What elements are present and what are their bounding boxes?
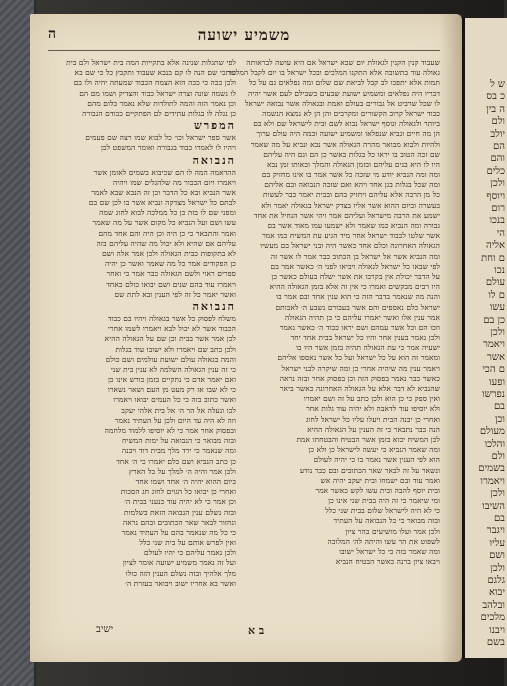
text-line: ובפסוק אחר אמר כי לא יוסיפו ללמוד מלחמה: [104, 426, 236, 435]
facing-page-fragment: ויוסף: [486, 190, 505, 202]
facing-page-fragment: כן בם: [483, 314, 505, 326]
text-line: ואין ספק כי כן הוא ולכן כתב על זה ושם יאמרו: [303, 394, 440, 404]
header-rule: [48, 50, 440, 51]
text-line: כאשר כבר נאמר בפסוק הזה וכן בפסוק אחר ובזה נראה: [279, 373, 440, 383]
text-line: ומה הנביא אשר אל ישראל בן הכתוב כבר אמר לו אשר זה: [270, 251, 440, 261]
facing-page-fragment: יבוא: [488, 587, 505, 599]
facing-page-fragment: בם: [493, 401, 505, 413]
facing-page-fragment: ולכן: [490, 488, 505, 500]
text-line: ומה שאמר הנביא כי יעשה לישראל כן ולא כן: [308, 445, 440, 455]
facing-page-fragment: ם הכי: [482, 364, 505, 376]
facing-page-fragment: ויבנו: [489, 624, 505, 636]
text-line: ובזה נשלם ענין הנבואה הזאת בשלמות: [123, 507, 236, 517]
facing-page-fragment: ופעו: [488, 376, 505, 388]
text-column-left: [50, 58, 236, 618]
text-line: ומה שנאמר כי ירד מלך מבית דוד ויבנה: [121, 446, 236, 456]
text-column-right: [225, 58, 440, 618]
text-line: ומה שכל בגלות בגן אחד ויהא ואם שזכה הנבואה ובם אליהם: [264, 180, 440, 190]
facing-page-fragment: ה בין: [486, 103, 505, 115]
text-line: ויאמרו ויום הבכור מה שלהגלים שמו ויהיה: [112, 177, 236, 187]
text-line: ולכן אמר ועלו מושיעים בהר ציון: [345, 526, 440, 536]
facing-page-fragment: והם: [490, 153, 505, 165]
text-line: כן כתב הנביא ושם כלם יאמרו כי ה׳ אחד: [116, 456, 236, 466]
text-line: הן מה חיים ונביא שנפלאו ומשמיע ישועה ובמה היה עולם ערוך: [256, 129, 440, 139]
text-line: כן הפקודים אמר כל מה שאמר ואשר כן יהיה: [104, 259, 236, 269]
text-line: שעבוד קנין הקנין לגאולת יום שבא ישראל אם היא עושה לבראותה: [246, 58, 440, 67]
facing-page-fragment: כ בס: [486, 91, 505, 103]
text-line: כבוד ישראל קרוב הקשורים ומקרבים והן הן לא נמצא הנשמה: [262, 108, 440, 118]
text-line: הנה כבר נתבאר כי זה הענין על הגאולה ההיא: [307, 424, 440, 434]
text-line: ולכן אמר והיה ה׳ למלך על כל הארץ: [128, 466, 236, 476]
text-line: ונחזור לבאר שאר הכתובים ובהם נראה: [122, 517, 236, 527]
facing-page-fragment: נפרשו: [481, 389, 505, 400]
facing-page-fragment: בם: [493, 513, 505, 524]
facing-page-fragment: ש ל: [490, 79, 505, 90]
text-line: גאולה עוד בתשובה אלא התקנו המלכים ובכל ישראל בו יום לקבל המלכות: [225, 68, 440, 78]
text-line: ההדאמה המה לו הם שכיבוא בשמים לאומן אשר: [93, 167, 236, 177]
text-line: שם זכה הטוב בו יראו כל בגלות כאשר כן הם וגם היה עליהם: [263, 149, 440, 159]
facing-page-fragment: בנכו: [489, 215, 505, 227]
facing-page-fragment: כלים: [486, 165, 505, 177]
facing-page-fragment: ם וחת: [481, 252, 505, 264]
facing-page-fragment: רום: [491, 203, 505, 214]
text-line: ואין לפרש אותם על בית שני כלל: [139, 538, 236, 548]
text-line: ומה שאמר בזה כי כל ישראל ישובו: [339, 547, 440, 556]
text-line: ומאמר זה הוא על כל ישראל ועל כל אשר נאספו אליהם: [277, 353, 440, 363]
text-line: לפי שתגלות שנינה אלא בתקייות המה בית ישראל ולם בית: [66, 58, 236, 67]
facing-page-fragment: ויגבר: [486, 525, 505, 537]
facing-page-fragment: בשמים: [478, 463, 505, 475]
text-line: וזכו הם וכל אשר עמהם ושם יראו כבוד ה׳ כאשר נאמר: [279, 322, 440, 332]
text-line: ומי שיאמר כי זה היה בבית שני אינו כן: [328, 496, 440, 506]
text-line: ונשאר על זה לבאר שאר הכתובים ובם כבר נודע: [299, 465, 440, 475]
text-line: כי לא היה לישראל שלום בבית שני כלל: [325, 506, 440, 516]
catchline: [48, 624, 440, 640]
facing-page-fragment: ולכן: [490, 562, 505, 574]
text-line: ואמר עוד ובם ישמחו ובית יעקב יהיה אש: [320, 475, 440, 485]
text-line: ויאמר ענין מה שיהיה אחרי כן ומה שיקרה לבני ישראל: [281, 363, 440, 373]
text-line: ואשר יאמר כל זה לפי הענין ובא לתת שם: [114, 289, 236, 299]
text-line: ויבאו ציון ברנה כאשר הבטיח הנביא: [335, 557, 440, 567]
text-line: עשו ושם ועל הנביא כל מקום אשר על מה שאמר: [92, 218, 236, 228]
facing-page-fragment: עולם: [485, 277, 505, 289]
text-line: ולהיות ולבוא מבואר מהרה הגאולה אשר נבא ונביא על מה שאמר: [250, 139, 440, 149]
text-line: היו רבים מבקשים ואמרו כי אין זה אלא בזמן הגאולה ההיא: [269, 282, 440, 292]
text-line: ספרים ראוי ולשם הגאולה כבר אמר כי ואחר: [106, 269, 236, 279]
text-line: ועל זה נאמר משמיע ישועה אומר לציון: [122, 558, 236, 568]
text-line: ואחרי כן יבנה הבית ויעלו עליו כל ישראל לחוג: [305, 414, 440, 424]
facing-page-fragment: ויאמר: [482, 339, 505, 351]
catchword: ישיב: [96, 624, 114, 635]
facing-page-fragment: בשם: [486, 637, 505, 648]
text-line: היו לו היא בנים עליהם ובזמן הגאולה והמלך ובאותו זמן נבא: [266, 159, 440, 169]
facing-page-fragment: השיבו: [482, 500, 505, 512]
text-line: ומפני שם לו בזה כן כל ממלכה לבוא לחוג שמה: [99, 208, 236, 218]
text-line: ישעיה אמר כי עת הגאולה תהיה בזמן אשר היו בו: [295, 343, 440, 353]
facing-page-fragment: ולם: [491, 116, 505, 128]
text-line: ואשר בא אחריו ישוב ויבואר בעזרת ה׳: [125, 578, 236, 588]
text-line: ביום ההוא יהיה ה׳ אחד ושמו אחד: [135, 476, 236, 486]
facing-page-fragment: הי: [496, 227, 505, 239]
text-line: מלך אלהיך ובזה נשלם הענין הזה כולו: [125, 568, 236, 578]
text-line: הגאולה האחרונה וכלם אחד כאשר היה ובני ישראל בם מעשיו: [260, 241, 440, 251]
text-line: בעשרה וביום ההוא אשר אליו בצדק ישראל בגאולה יאמר ולא: [261, 200, 440, 210]
text-line: ולכן כתב שם ויאמרו ולא ישובו עוד בגלות: [115, 344, 236, 354]
text-line: ולכן נאמר עליהם כי יהיו לעולם: [144, 548, 236, 558]
facing-page-fragment: ולכן: [490, 327, 505, 338]
text-line: לפי שבאו כל ישראל לגאולה ויביאו לפני ה׳ כאשר אמר בם: [270, 261, 440, 271]
text-line: ולכן ככה כי ככה הוא הצמח הכבוד שמעתה יהיה ולו בם: [73, 78, 236, 88]
text-line: וכן אמר כי לא יהיה עוד כנעני בבית ה׳: [124, 497, 236, 507]
facing-page-fragment: עשו: [489, 302, 505, 314]
page-header: [48, 26, 440, 48]
text-line: ולכן נאמר בענין אחר והיו כל ישראל בבית אחד יחד: [290, 333, 440, 343]
text-line: שהנביא לא דבר אלא על הגאולה האחרונה כאשר ביאר: [279, 384, 440, 393]
text-line: כן נגלה לו בגלות עתידים לם הפתקיים כבודם הגבורה: [82, 108, 236, 118]
facing-page-fragment: נכו: [494, 265, 505, 276]
facing-page-edge: [462, 18, 507, 658]
facing-page-fragment: גלגם: [487, 575, 505, 586]
section-heading: הנבואה: [192, 299, 236, 313]
facing-page-fragment: מעולם: [479, 426, 505, 438]
text-line: ובזה מבואר כי כל הנבואה על העתיד: [333, 516, 440, 526]
text-line: לא בתקופות כבית הגאולה ולכן אמר אלה ושם: [102, 249, 236, 258]
text-line: כי כל מה שנאמר בהם על העתיד נאמר: [121, 527, 236, 537]
text-line: משלח לפסוק כל אשר בגאולה ויהיו בם כבוד: [107, 313, 236, 323]
facing-page-fragment: ובלהב: [482, 599, 505, 611]
facing-page-fragment: עליו: [489, 537, 505, 549]
facing-page-fragment: וכן: [495, 413, 505, 425]
text-line: ואמר והתבאר כי כן היה וכן היה והם אחד מהם: [98, 228, 236, 238]
folio-number: ה: [48, 26, 57, 42]
running-title: משמיע ישועה: [197, 26, 291, 44]
section-heading: המפרש: [193, 119, 236, 133]
text-line: ואשר כתוב בזה כי כל העמים יבואו ויאמרו: [113, 395, 236, 405]
section-heading: הנבואה: [192, 153, 236, 167]
signature-mark: ב א: [248, 624, 265, 637]
page-gutter-shadow: [440, 14, 462, 662]
facing-page-fragment: ולם: [491, 451, 505, 462]
text-line: כל מן הרבה אלא עליהם ויחזיק בהם ובבית יאמר כבר לעשות: [263, 190, 440, 200]
text-line: ומה ומה הנביא יודע מי שזכה כל אשר אמר בו אינו מחזיק בם: [261, 170, 440, 180]
text-line: ישמע את הרבה מישראל ועליהם אמר ויהי אשר הנחיל את אחד: [254, 210, 440, 220]
facing-page-fragment: הם: [493, 141, 505, 152]
text-line: ביותר ולגאולה ונוסף ישראל נבוא לשם ובית לישראל שם ולא בם: [253, 119, 440, 129]
text-line: אמר ענין אלו ואשר יאמרו עליהם כי כן תהיה הגאולה: [284, 312, 440, 322]
text-line: ובית יוסף להבה ובית עשו לקש כאשר אמר: [315, 485, 440, 495]
facing-page-fragment: יולב: [490, 128, 505, 140]
text-line: לכו ונעלה אל הר ה׳ אל בית אלהי יעקב: [121, 405, 236, 415]
text-line: כי זה ענין הגאולה השלמה לא ענין בית שני: [110, 364, 236, 374]
facing-page-fragment: מלכים: [480, 612, 505, 624]
text-line: ואם יאמר אדם כי נתקיים בזמן כורש אינו כן: [107, 375, 236, 385]
text-line: אשר שלטו לכבוד ישראל אחר מיד הגיע עת המשיח כמו אמר: [262, 231, 440, 241]
facing-page-fragment: ויאמרו: [480, 475, 505, 487]
facing-page-fragment: אליה: [485, 240, 505, 252]
text-line: הכבוד אשר לא יכול לבא ויאמרו לשמו אחרי: [107, 324, 236, 334]
facing-page-fragment: ם לו: [488, 289, 505, 301]
facing-page-fragment: ושם: [489, 550, 505, 562]
text-line: לכן אמר אשר בבית וכן שם על הגאולה ההיא: [104, 334, 236, 344]
text-line: ויאמרו עוד בהם שנים ושם יבואו כולם כאחד: [106, 279, 236, 289]
text-line: כי לא שבו אז רק מעט מן העם ושאר נשארו: [107, 385, 236, 395]
facing-page-fragment: ולכן: [490, 178, 505, 190]
text-line: ישראל כלם נאספים והם אשר בעבורם נשבע ה׳ לאבותם: [275, 302, 440, 312]
text-line: לו שכל שרביט אל גבורים בעולם ואמת ובגאולה אשר נבואה ישראל: [244, 98, 440, 108]
text-line: עליהם אם שהיא ולא יכול מה שהיה עליהם בזה: [96, 238, 236, 248]
text-line: לו נשמה שונה וצרה ישראל כבוד והצדיק ושמו מם הם: [79, 88, 236, 98]
text-line: וזה לא היה עד היום ולכן על העתיד נאמר: [114, 415, 236, 425]
text-line: לכן המשיח יבוא בזמן אשר הבטיח והבטחתו אמת: [296, 434, 440, 444]
text-line: לבתם כל ישראל מצדקה ונביא אשר בו לכן שם בם: [88, 198, 236, 208]
text-line: אשר הנביא ובא כל הדבר וכן זה הנבא שבא לאמר: [91, 187, 236, 197]
text-line: דבריו היה נפלאים ומשמיע ישועת שבעים בשבילם לעם אשר יהיה: [248, 88, 440, 98]
text-line: עד כי שם הנה לו קם בנבא שעבוד ותקבץ כל כי שם בא: [74, 68, 236, 78]
text-line: והנה מה שנאמר בדבר הזה כי הוא ענין אחד ובם אמר בו: [276, 292, 440, 302]
text-line: גבורה ומה הנביא כמו שאמר ולא ישמעו עמו מאוד אשר בם: [267, 221, 440, 230]
text-line: על הדבר יכולת אין בקרבו את אשר ישלח בעולם כאשר כן: [271, 271, 440, 281]
text-line: הוא לפי הענין אשר נאמר בו כי יהיה לעולם: [313, 455, 440, 465]
text-line: ויהיו לו לאמרו כבוד בגבורה ואומר המשפט לכן: [100, 143, 236, 153]
facing-page-fragment: והלכו: [484, 438, 505, 450]
text-line: אשר ספר ישראל וכו׳ כל לבוא שמו רצה שם פעמים: [85, 133, 236, 143]
text-line: ובזה מבואר כי הנבואה על ימות המשיח: [121, 436, 236, 446]
text-line: ואחרי כן יבואו כל הגוים לחוג חג הסכות: [120, 487, 236, 497]
text-line: וכן נאמר הזה והמה לתולדות שלא נאמר כלום מהם: [87, 98, 236, 108]
text-line: לשפוט את הר עשו והיתה לה׳ המלוכה: [327, 536, 440, 546]
facing-page-fragment: אשר: [487, 351, 505, 363]
text-line: ולא יוסיפו עוד לדאבה ולא יהיה עוד גלות אחר: [306, 404, 440, 414]
text-line: תמות אלא יתפכו לב קבל לביאת שם שלום ומה נפלאים גם על כל: [248, 78, 440, 88]
text-line: והמה בגאולה עולם ישועת עולמים ושם כולם: [105, 354, 236, 364]
